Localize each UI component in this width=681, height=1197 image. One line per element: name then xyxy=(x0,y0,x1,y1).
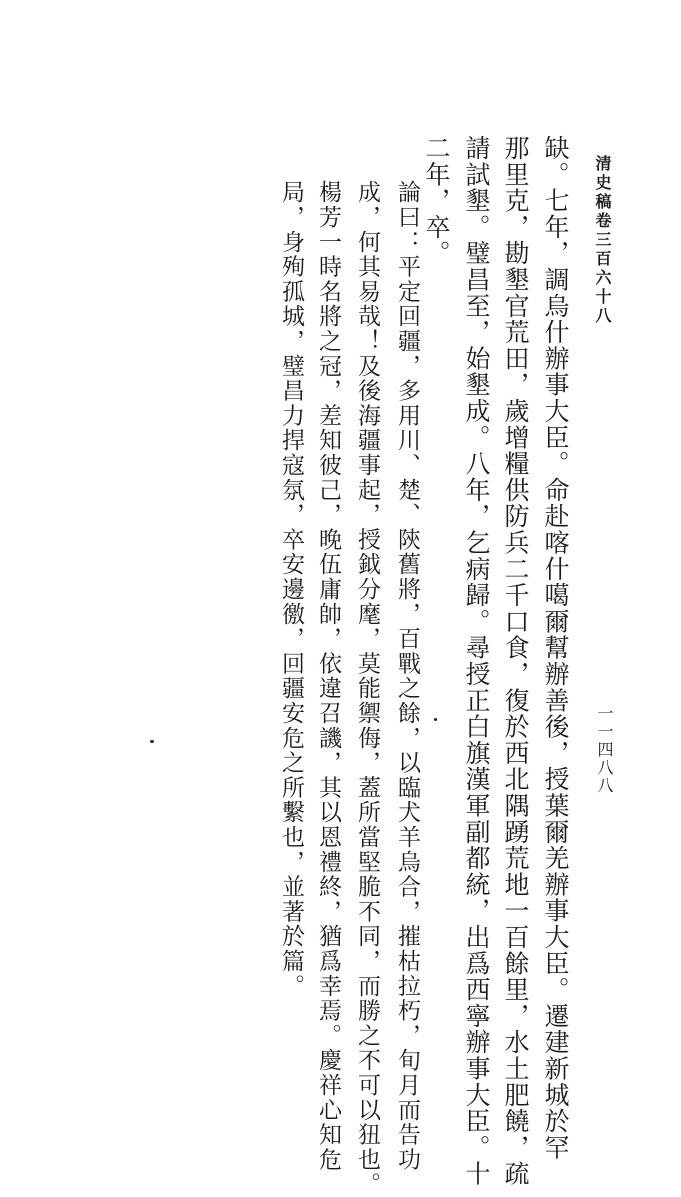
ink-speck xyxy=(150,740,154,743)
lun-column-1: 論曰：平定回疆，多用川、楚、陝舊將，百戰之餘，以臨犬羊烏合，摧枯拉朽，旬月而告功 xyxy=(394,180,420,1172)
text-column-3: 請試墾。璧昌至，始墾成。八年，乞病歸。尋授正白旗漢軍副都統，出爲西寧辦事大臣。十 xyxy=(462,135,491,1187)
lun-column-2: 成，何其易哉！及後海疆事起，授鉞分麾，莫能禦侮，蓋所當堅脆不同，而勝之不可以狃也。 xyxy=(354,180,380,1197)
ink-speck xyxy=(434,718,437,721)
text-column-4: 二年，卒。 xyxy=(422,135,451,267)
lun-column-3: 楊芳一時名將之冠，差知彼己，晚伍庸帥，依違召譏，其以恩禮終，猶爲幸焉。慶祥心知危 xyxy=(315,180,341,1172)
text-column-2: 那里克，勘墾官荒田，歲增糧供防兵二千口食，復於西北隅踴荒地一百餘里，水土肥饒，疏 xyxy=(501,135,530,1187)
text-column-1: 缺。七年，調烏什辦事大臣。命赴喀什噶爾幫辦善後，授葉爾羌辦事大臣。遷建新城於罕 xyxy=(541,135,570,1161)
lun-column-4: 局，身殉孤城，璧昌力捍寇氛，卒安邊徼，回疆安危之所繫也，並著於篇。 xyxy=(278,180,304,999)
running-title: 清史稿卷三百六十八 xyxy=(593,155,612,326)
page-number: 一一四八八 xyxy=(595,705,614,795)
